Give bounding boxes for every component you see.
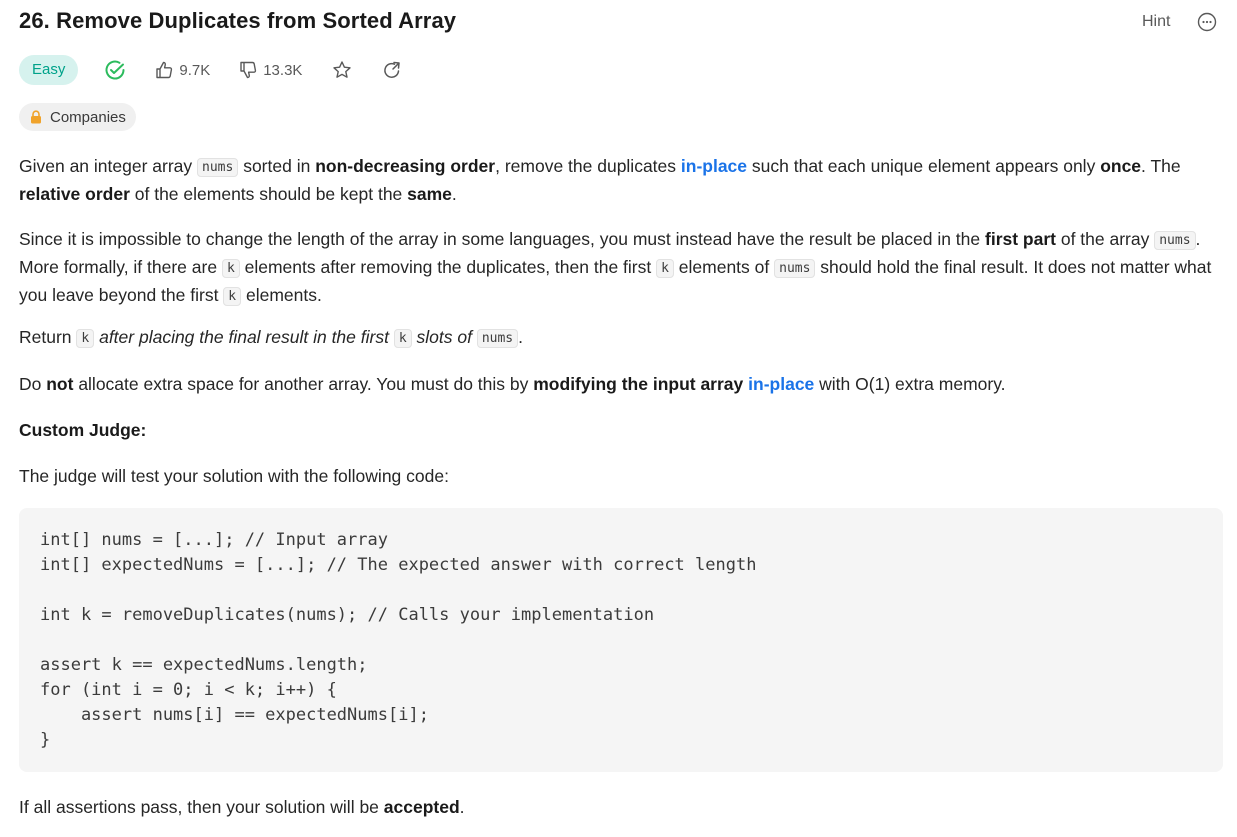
- text: allocate extra space for another array. You must do this by: [73, 374, 534, 394]
- dislike-count: 13.3K: [263, 61, 303, 79]
- text: , remove the duplicates: [495, 156, 681, 176]
- in-place-link[interactable]: in-place: [680, 156, 748, 176]
- description-paragraph-4: [19, 371, 1231, 397]
- text: . More formally, if there are: [19, 229, 1201, 277]
- thumbs-down-icon: [238, 60, 258, 80]
- inline-code: nums: [774, 259, 815, 278]
- description-paragraph-1: [19, 153, 1231, 207]
- bold-text: not: [46, 374, 74, 394]
- text: If all assertions pass, then your solution will be: [19, 797, 384, 817]
- like-count: 9.7K: [179, 61, 211, 79]
- description-paragraph-2: [19, 226, 1231, 310]
- problem-title: 26. Remove Duplicates from Sorted Array: [19, 8, 457, 33]
- hint-button[interactable]: Hint: [1142, 13, 1171, 30]
- in-place-link[interactable]: in-place: [748, 374, 815, 394]
- inline-code: k: [76, 329, 94, 348]
- text: should hold the final result. It does not matter what you leave beyond the first: [19, 257, 1212, 305]
- bold-text: same: [407, 184, 452, 204]
- text: Since it is impossible to change the length of the array in some languages, you must instead have the result be placed in the: [19, 229, 985, 249]
- description-paragraph-5: The judge will test your solution with the following code:: [19, 466, 449, 486]
- text: of the array: [1055, 229, 1155, 249]
- text: Return: [19, 327, 77, 347]
- bold-text: non-decreasing order: [315, 156, 496, 176]
- more-circle-icon[interactable]: [1197, 12, 1217, 32]
- text: .: [451, 184, 457, 204]
- text: elements.: [241, 285, 322, 305]
- judge-code: int[] nums = [...]; // Input array int[] expectedNums = [...]; // The expected answer with correct length int k = removeDuplicates(nums); // Calls your implementation assert k == expectedNums.length; for (int i = 0; i < k; i++) { assert nums[i] == expectedNums[i]; }: [40, 530, 757, 750]
- description-paragraph-6: [19, 794, 1231, 820]
- bold-text: modifying the input array: [533, 374, 744, 394]
- description-paragraph-3: [19, 324, 1231, 352]
- inline-code: nums: [1154, 231, 1195, 250]
- star-icon[interactable]: [332, 60, 352, 80]
- bold-text: first part: [985, 229, 1056, 249]
- inline-code: nums: [477, 329, 518, 348]
- text: elements of: [673, 257, 775, 277]
- text: .: [518, 327, 523, 347]
- inline-code: k: [222, 259, 240, 278]
- text: . The: [1141, 156, 1181, 176]
- custom-judge-heading: Custom Judge:: [19, 420, 147, 440]
- italic-text: slots of: [411, 327, 477, 347]
- bold-text: once: [1100, 156, 1142, 176]
- like-button[interactable]: [154, 60, 210, 80]
- problem-meta-row: [19, 55, 402, 85]
- inline-code: k: [223, 287, 241, 306]
- text: Do: [19, 374, 47, 394]
- lock-icon: [30, 110, 42, 124]
- text: elements after removing the duplicates, then the first: [239, 257, 657, 277]
- check-circle-icon: [104, 59, 126, 81]
- companies-label: Companies: [50, 108, 126, 126]
- code-block: [19, 508, 1223, 772]
- dislike-button[interactable]: [238, 60, 302, 80]
- bold-text: relative order: [19, 184, 130, 204]
- inline-code: nums: [197, 158, 238, 177]
- inline-code: k: [394, 329, 412, 348]
- difficulty-badge: Easy: [19, 55, 78, 85]
- text: .: [459, 797, 465, 817]
- italic-text: after placing the final result in the first: [94, 327, 394, 347]
- text: Given an integer array: [19, 156, 198, 176]
- text: of the elements should be kept the: [129, 184, 408, 204]
- companies-button[interactable]: [19, 103, 136, 131]
- bold-text: accepted: [383, 797, 460, 817]
- share-icon[interactable]: [382, 60, 402, 80]
- text: such that each unique element appears only: [747, 156, 1101, 176]
- text: with O(1) extra memory.: [814, 374, 1006, 394]
- text: sorted in: [238, 156, 316, 176]
- inline-code: k: [656, 259, 674, 278]
- thumbs-up-icon: [154, 60, 174, 80]
